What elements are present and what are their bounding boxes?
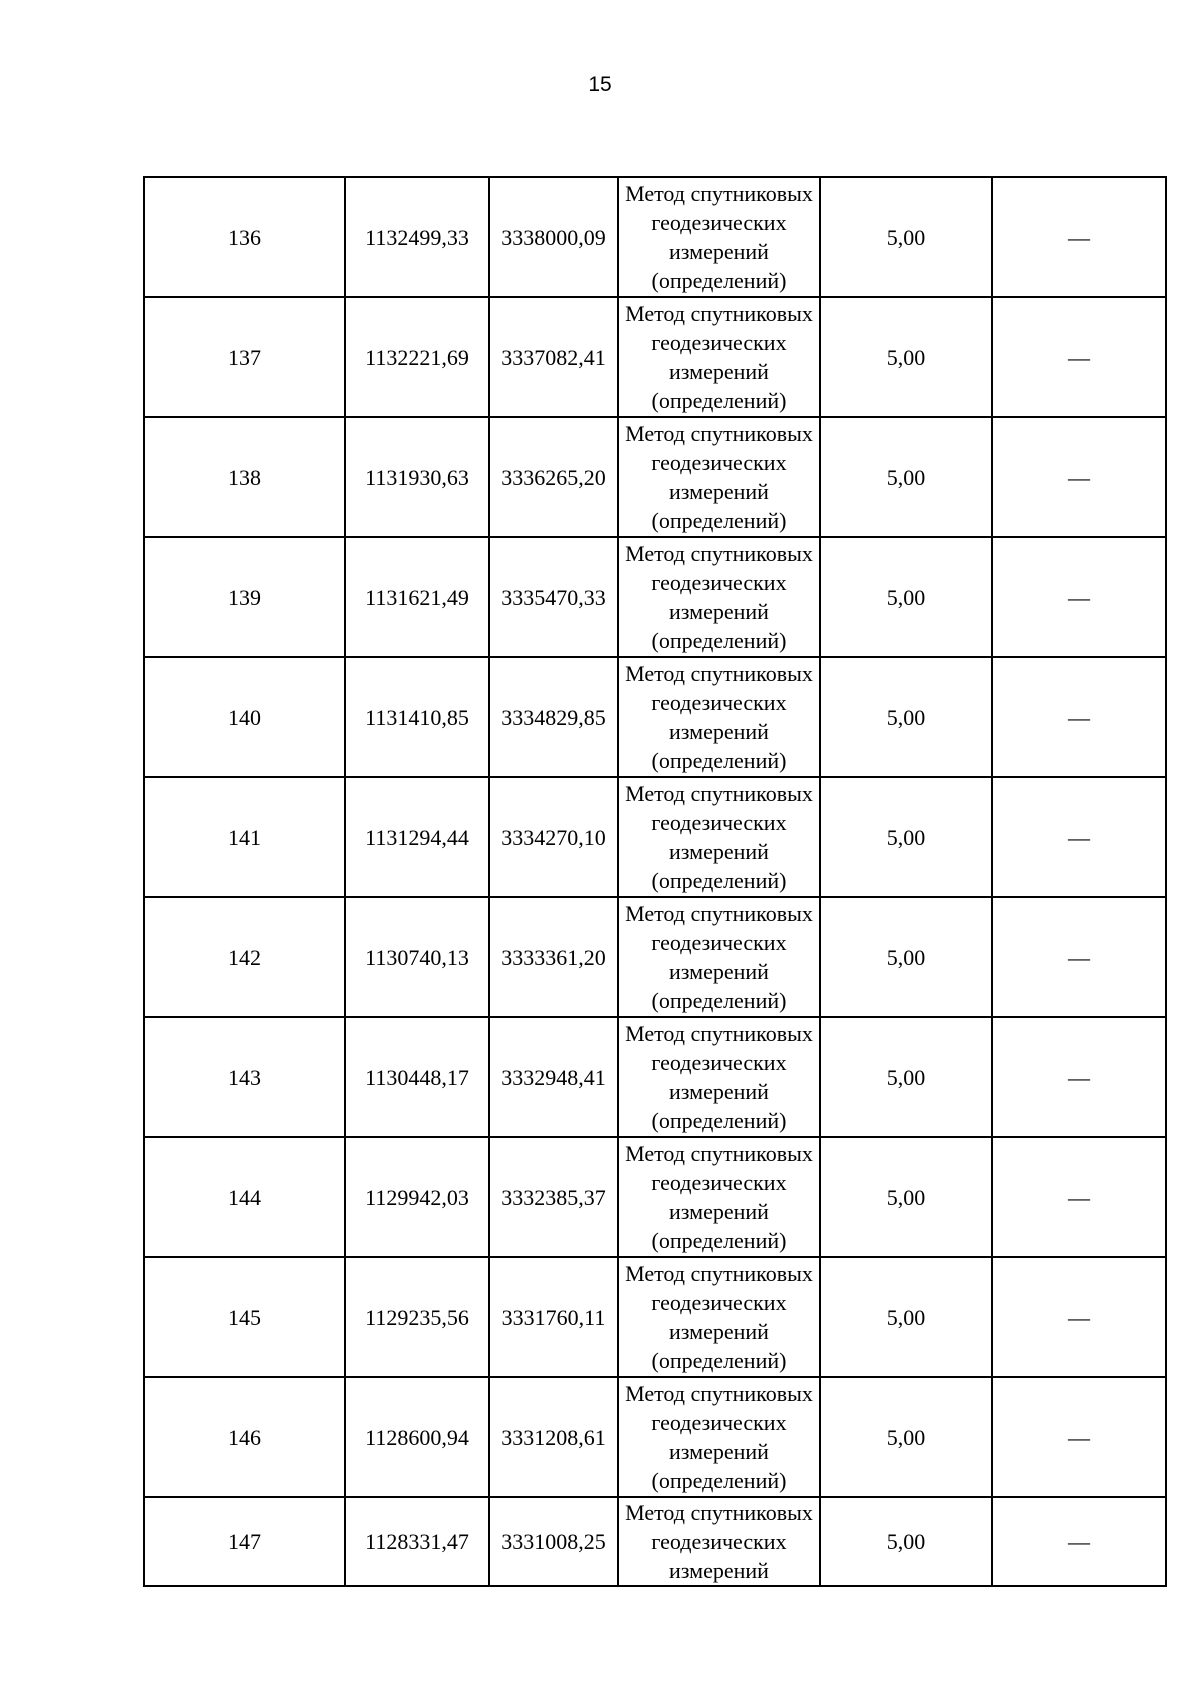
method-line: Метод спутниковых (625, 301, 813, 326)
method-line: измерений (669, 719, 769, 744)
note-cell (992, 297, 1166, 417)
note-cell (992, 177, 1166, 297)
accuracy-cell: 5,00 (820, 417, 992, 537)
method-cell (618, 657, 820, 777)
method-line: измерений (669, 1319, 769, 1344)
note-cell (992, 1377, 1166, 1497)
method-cell (618, 417, 820, 537)
method-cell (618, 1137, 820, 1257)
accuracy-cell: 5,00 (820, 1497, 992, 1586)
x-coordinate-cell: 1129942,03 (345, 1137, 489, 1257)
accuracy-cell: 5,00 (820, 657, 992, 777)
method-line: измерений (669, 599, 769, 624)
table-row (144, 1377, 1166, 1497)
y-coordinate-cell: 3336265,20 (489, 417, 618, 537)
x-coordinate-cell: 1131410,85 (345, 657, 489, 777)
method-cell (618, 1017, 820, 1137)
page-number: 15 (588, 73, 612, 96)
accuracy-cell: 5,00 (820, 1017, 992, 1137)
table-body (144, 177, 1166, 1586)
method-line: Метод спутниковых (625, 1381, 813, 1406)
method-line: измерений (669, 479, 769, 504)
table-row (144, 897, 1166, 1017)
y-coordinate-cell: 3334829,85 (489, 657, 618, 777)
table-row (144, 417, 1166, 537)
method-line: Метод спутниковых (625, 1021, 813, 1046)
accuracy-cell: 5,00 (820, 1137, 992, 1257)
x-coordinate-cell: 1128331,47 (345, 1497, 489, 1586)
dash-mark: — (1068, 584, 1090, 610)
note-cell (992, 1017, 1166, 1137)
table-row (144, 777, 1166, 897)
y-coordinate-cell: 3335470,33 (489, 537, 618, 657)
note-cell (992, 1497, 1166, 1586)
x-coordinate-cell: 1131621,49 (345, 537, 489, 657)
method-line: (определений) (651, 988, 787, 1013)
x-coordinate-cell: 1131294,44 (345, 777, 489, 897)
y-coordinate-cell: 3331008,25 (489, 1497, 618, 1586)
method-cell (618, 1377, 820, 1497)
note-cell (992, 897, 1166, 1017)
point-number-cell: 142 (144, 897, 345, 1017)
x-coordinate-cell: 1129235,56 (345, 1257, 489, 1377)
table-row (144, 1257, 1166, 1377)
table-row (144, 177, 1166, 297)
method-line: Метод спутниковых (625, 1500, 813, 1525)
point-number-cell: 145 (144, 1257, 345, 1377)
method-cell (618, 1497, 820, 1586)
x-coordinate-cell: 1132499,33 (345, 177, 489, 297)
point-number-cell: 137 (144, 297, 345, 417)
dash-mark: — (1068, 464, 1090, 490)
dash-mark: — (1068, 1304, 1090, 1330)
method-line: измерений (669, 359, 769, 384)
note-cell (992, 777, 1166, 897)
method-line: Метод спутниковых (625, 1261, 813, 1286)
method-line: (определений) (651, 1228, 787, 1253)
point-number-cell: 139 (144, 537, 345, 657)
method-line: Метод спутниковых (625, 661, 813, 686)
y-coordinate-cell: 3334270,10 (489, 777, 618, 897)
method-line: измерений (669, 959, 769, 984)
method-line: геодезических (651, 1410, 787, 1435)
point-number-cell: 147 (144, 1497, 345, 1586)
method-line: геодезических (651, 450, 787, 475)
point-number-cell: 140 (144, 657, 345, 777)
method-line: геодезических (651, 690, 787, 715)
method-line: геодезических (651, 330, 787, 355)
method-line: Метод спутниковых (625, 1141, 813, 1166)
method-line: (определений) (651, 1348, 787, 1373)
x-coordinate-cell: 1131930,63 (345, 417, 489, 537)
dash-mark: — (1068, 344, 1090, 370)
method-line: (определений) (651, 388, 787, 413)
dash-mark: — (1068, 224, 1090, 250)
y-coordinate-cell: 3331208,61 (489, 1377, 618, 1497)
table-row (144, 1137, 1166, 1257)
method-line: (определений) (651, 1108, 787, 1133)
point-number-cell: 136 (144, 177, 345, 297)
accuracy-cell: 5,00 (820, 777, 992, 897)
point-number-cell: 143 (144, 1017, 345, 1137)
y-coordinate-cell: 3332948,41 (489, 1017, 618, 1137)
method-line: измерений (669, 1079, 769, 1104)
accuracy-cell: 5,00 (820, 297, 992, 417)
method-line: геодезических (651, 1290, 787, 1315)
table-row (144, 297, 1166, 417)
method-line: Метод спутниковых (625, 541, 813, 566)
dash-mark: — (1068, 1184, 1090, 1210)
method-line: Метод спутниковых (625, 181, 813, 206)
point-number-cell: 144 (144, 1137, 345, 1257)
y-coordinate-cell: 3337082,41 (489, 297, 618, 417)
table-row (144, 1017, 1166, 1137)
method-line: геодезических (651, 1170, 787, 1195)
method-line: (определений) (651, 748, 787, 773)
note-cell (992, 657, 1166, 777)
point-number-cell: 138 (144, 417, 345, 537)
table-row (144, 657, 1166, 777)
method-cell (618, 297, 820, 417)
x-coordinate-cell: 1130740,13 (345, 897, 489, 1017)
note-cell (992, 1257, 1166, 1377)
method-line: геодезических (651, 1529, 787, 1554)
method-line: Метод спутниковых (625, 781, 813, 806)
method-cell (618, 897, 820, 1017)
y-coordinate-cell: 3332385,37 (489, 1137, 618, 1257)
x-coordinate-cell: 1128600,94 (345, 1377, 489, 1497)
method-line: измерений (669, 239, 769, 264)
method-line: геодезических (651, 570, 787, 595)
method-line: геодезических (651, 210, 787, 235)
accuracy-cell: 5,00 (820, 1257, 992, 1377)
method-line: геодезических (651, 930, 787, 955)
method-line: измерений (669, 1199, 769, 1224)
x-coordinate-cell: 1130448,17 (345, 1017, 489, 1137)
method-line: (определений) (651, 628, 787, 653)
method-line: (определений) (651, 508, 787, 533)
accuracy-cell: 5,00 (820, 537, 992, 657)
accuracy-cell: 5,00 (820, 177, 992, 297)
note-cell (992, 417, 1166, 537)
method-line: измерений (669, 1439, 769, 1464)
dash-mark: — (1068, 1529, 1090, 1554)
y-coordinate-cell: 3331760,11 (489, 1257, 618, 1377)
method-line: (определений) (651, 868, 787, 893)
note-cell (992, 1137, 1166, 1257)
method-cell (618, 777, 820, 897)
note-cell (992, 537, 1166, 657)
accuracy-cell: 5,00 (820, 897, 992, 1017)
point-number-cell: 146 (144, 1377, 345, 1497)
y-coordinate-cell: 3333361,20 (489, 897, 618, 1017)
method-line: измерений (669, 1558, 769, 1583)
table-row (144, 1497, 1166, 1586)
y-coordinate-cell: 3338000,09 (489, 177, 618, 297)
dash-mark: — (1068, 824, 1090, 850)
method-line: геодезических (651, 810, 787, 835)
method-line: Метод спутниковых (625, 901, 813, 926)
method-line: (определений) (651, 1468, 787, 1493)
dash-mark: — (1068, 1064, 1090, 1090)
x-coordinate-cell: 1132221,69 (345, 297, 489, 417)
method-cell (618, 1257, 820, 1377)
accuracy-cell: 5,00 (820, 1377, 992, 1497)
table-row (144, 537, 1166, 657)
point-number-cell: 141 (144, 777, 345, 897)
method-cell (618, 177, 820, 297)
coordinates-table (143, 176, 1167, 1587)
dash-mark: — (1068, 704, 1090, 730)
dash-mark: — (1068, 944, 1090, 970)
method-line: измерений (669, 839, 769, 864)
dash-mark: — (1068, 1424, 1090, 1450)
method-line: геодезических (651, 1050, 787, 1075)
method-cell (618, 537, 820, 657)
method-line: Метод спутниковых (625, 421, 813, 446)
method-line: (определений) (651, 268, 787, 293)
